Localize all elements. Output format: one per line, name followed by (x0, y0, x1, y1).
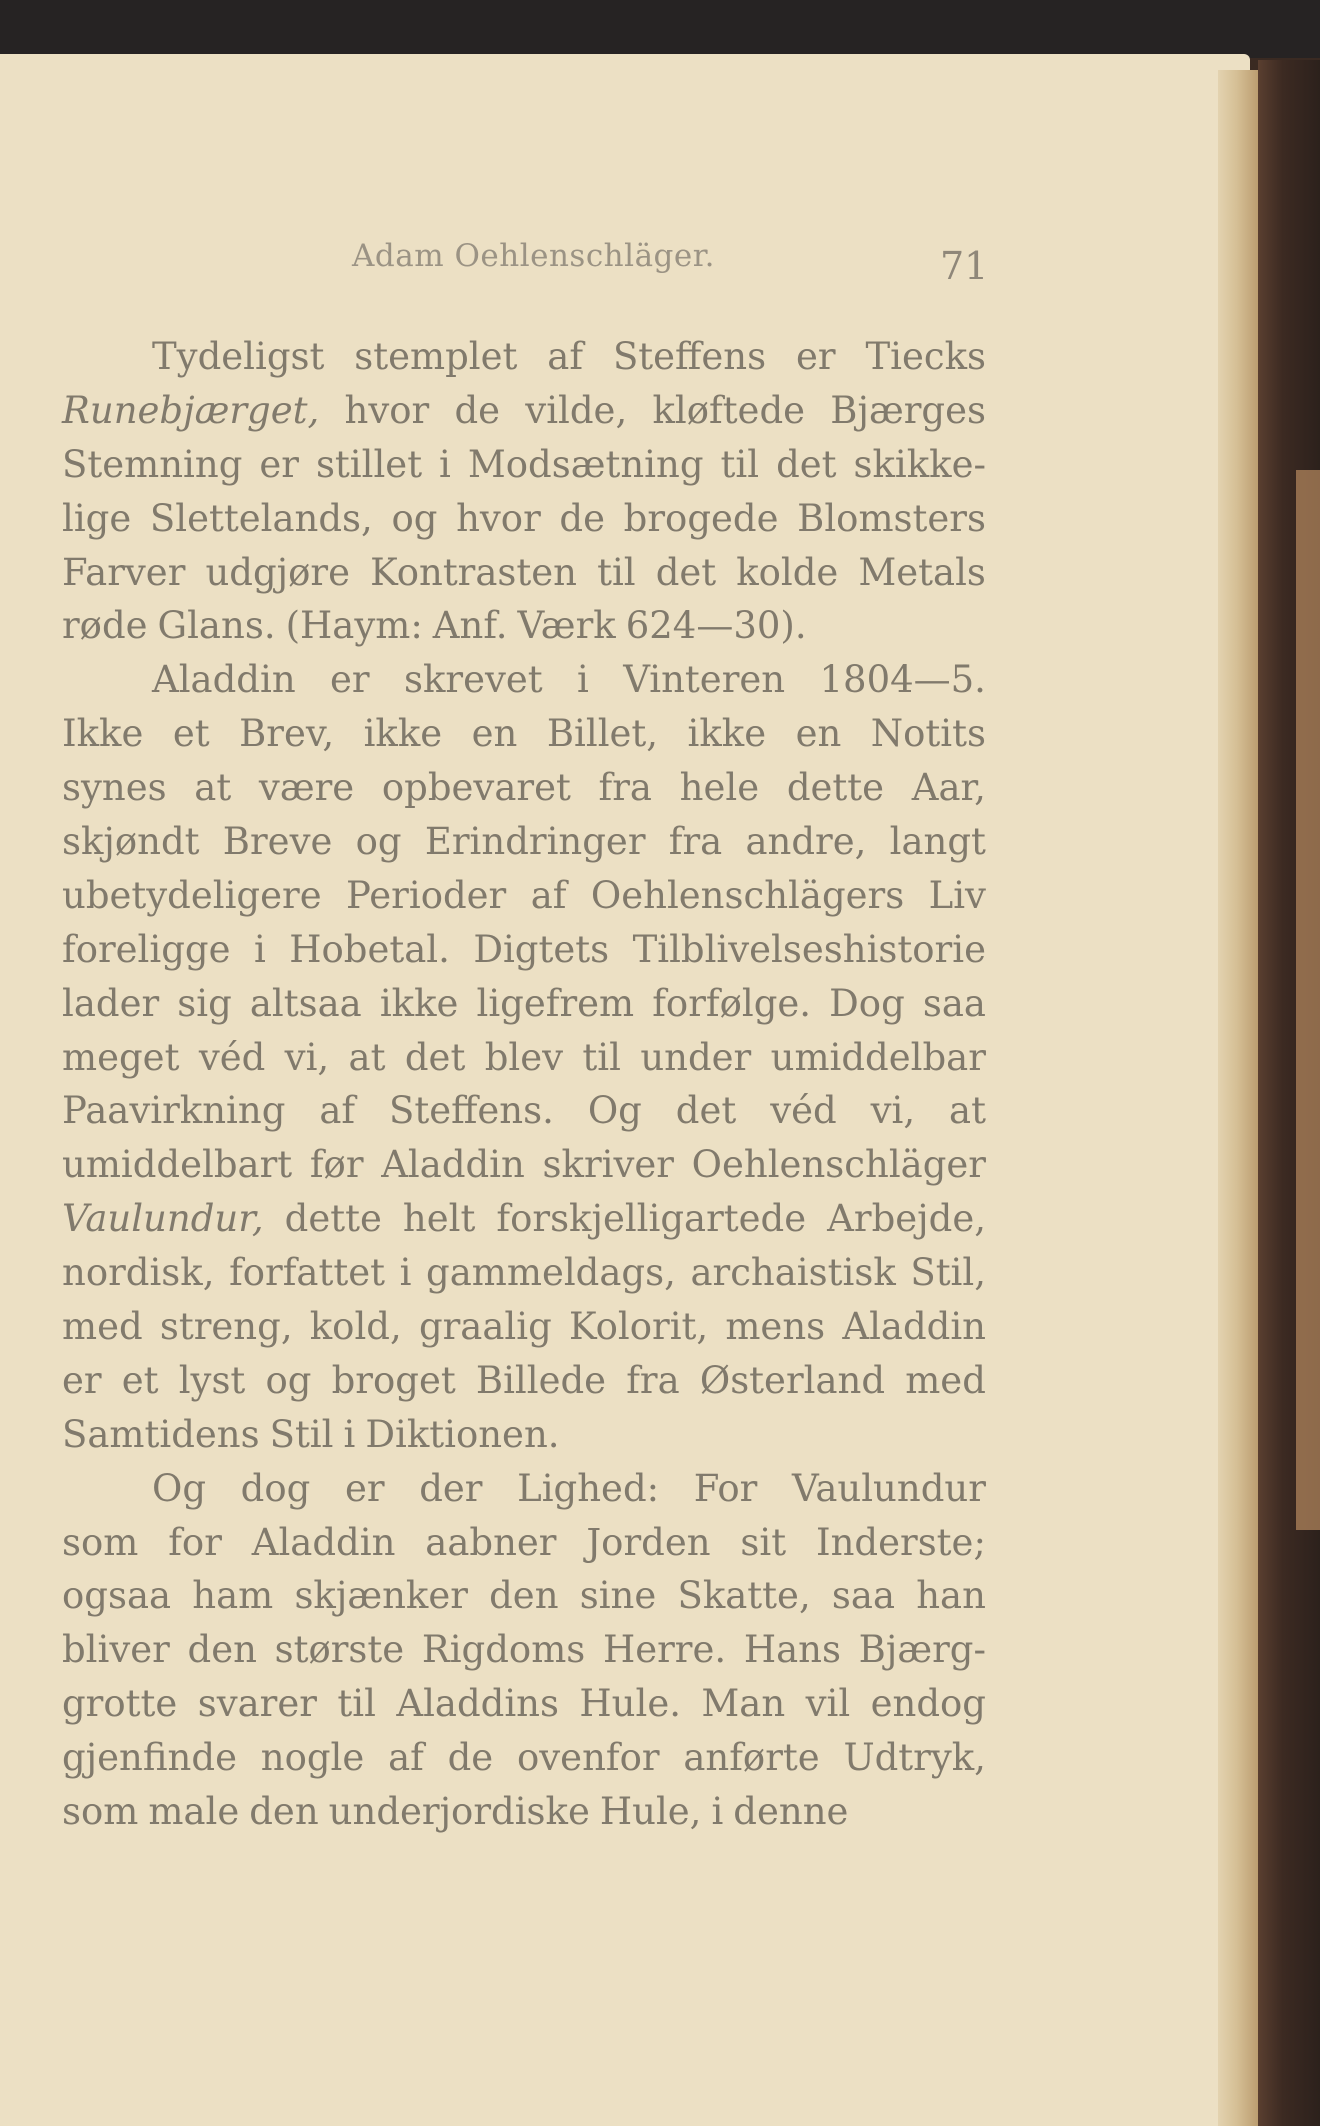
word: skjøndt (62, 820, 200, 864)
word: langt (889, 820, 986, 864)
word: saa (831, 1574, 896, 1618)
word: gammeldags, (426, 1251, 676, 1295)
word: hvor (456, 496, 541, 540)
word: som (62, 1520, 139, 1564)
word: i (399, 1251, 412, 1295)
word: i (711, 1790, 724, 1834)
running-head: Adam Oehlenschläger. (352, 238, 716, 274)
text-line (62, 869, 986, 923)
word: at (949, 1089, 986, 1133)
word: Anf. (432, 604, 508, 648)
word: Tydeligst (152, 335, 325, 378)
word: Hobetal. (289, 927, 450, 971)
word: til (582, 1035, 621, 1079)
word: med (62, 1305, 143, 1349)
word: ovenfor (517, 1736, 660, 1780)
text-line (62, 1300, 986, 1354)
word: Oehlenschlägers (590, 873, 905, 917)
text-line (62, 599, 986, 653)
word: Aladdin (152, 658, 296, 702)
word: vi, (284, 1035, 330, 1079)
word: af (530, 873, 567, 917)
word: der (419, 1466, 483, 1510)
word: mens (725, 1305, 826, 1349)
word: røde (62, 604, 148, 648)
word: er (62, 1358, 102, 1402)
word: de (559, 496, 606, 540)
word: hele (679, 766, 760, 810)
word: Samtidens (62, 1412, 260, 1456)
word-gap (260, 1408, 270, 1462)
word: blev (484, 1035, 564, 1079)
word: grotte (62, 1682, 178, 1726)
text-line (62, 1084, 986, 1138)
word-gap (138, 1785, 148, 1839)
word: Værk (517, 604, 616, 648)
word: (Haym: (285, 604, 423, 648)
word: og (265, 1358, 312, 1402)
text-line (62, 1516, 986, 1570)
word: ikke (687, 712, 767, 756)
text-line (62, 707, 986, 761)
word: for (168, 1520, 222, 1564)
word: sit (740, 1520, 787, 1564)
word-gap (616, 599, 626, 653)
word: en (471, 712, 518, 756)
word: af (547, 335, 584, 378)
word: brogede (623, 496, 779, 540)
word: Inderste; (815, 1520, 986, 1564)
word: andre, (745, 820, 867, 864)
word: Stil (269, 1412, 334, 1456)
text-line (62, 1408, 986, 1462)
text-line (62, 815, 986, 869)
word: lyst (178, 1358, 246, 1402)
word: største (274, 1628, 405, 1672)
word: skjænker (294, 1574, 468, 1618)
word: til (720, 442, 760, 486)
word: Kolorit, (568, 1305, 709, 1349)
text-line (62, 1731, 986, 1785)
word: i (577, 658, 589, 702)
scan-top-border (0, 0, 1320, 58)
word: og (355, 820, 402, 864)
word: at (194, 766, 232, 810)
text-line (62, 1192, 986, 1246)
word: altsaa (249, 981, 362, 1025)
word: 1804—5. (819, 658, 986, 702)
word: anførte (683, 1736, 820, 1780)
word: Bjærges (830, 388, 986, 432)
word: Glans. (157, 604, 276, 648)
word: Udtryk, (843, 1736, 986, 1780)
word: under (640, 1035, 752, 1079)
word-gap (333, 1408, 343, 1462)
word: i (439, 442, 451, 486)
word: Aladdin (251, 1520, 396, 1564)
word: Dog (829, 981, 905, 1025)
word: vil (805, 1682, 851, 1726)
word: et (172, 712, 210, 756)
word: ligefrem (476, 981, 635, 1025)
word: Stil, (910, 1251, 986, 1295)
word: Notits (870, 712, 986, 756)
word: endog (870, 1682, 986, 1726)
word: Jorden (586, 1520, 711, 1564)
word-gap (239, 1785, 249, 1839)
word: dette (786, 766, 885, 810)
word: Aladdin (381, 1143, 525, 1187)
word: Billede (475, 1358, 607, 1402)
word: Hule. (579, 1682, 681, 1726)
word: Runebjærget, (62, 388, 320, 432)
text-line (62, 546, 986, 600)
word: foreligge (62, 927, 231, 971)
word: Erindringer (424, 820, 646, 864)
word: før (309, 1143, 364, 1187)
text-line (62, 438, 986, 492)
text-line (62, 1569, 986, 1623)
word: lige (62, 496, 132, 540)
word: umiddelbart (62, 1143, 293, 1187)
word: de (454, 388, 501, 432)
word: Steffens (612, 335, 767, 378)
word: Modsætning (467, 442, 704, 486)
word-gap (590, 1785, 600, 1839)
word: aabner (425, 1520, 557, 1564)
word: lader (62, 981, 160, 1025)
word: Ikke (62, 712, 144, 756)
word: nogle (260, 1736, 365, 1780)
word: ubetydeligere (62, 873, 322, 917)
word: hvor (344, 388, 430, 432)
word: broget (331, 1358, 456, 1402)
text-line (62, 1246, 986, 1300)
word: stemplet (354, 335, 518, 378)
word: vilde, (525, 388, 628, 432)
word: forfattet (229, 1251, 385, 1295)
text-line (62, 653, 986, 707)
word: graalig (418, 1305, 552, 1349)
word: i (343, 1412, 356, 1456)
word: véd (198, 1035, 266, 1079)
word: være (258, 766, 355, 810)
word: er (259, 442, 299, 486)
word: ham (192, 1574, 274, 1618)
body-text (62, 330, 986, 1839)
word: at (348, 1035, 386, 1079)
word: saa (922, 981, 986, 1025)
word: Tiecks (865, 335, 986, 378)
word: Breve (222, 820, 333, 864)
word: kløftede (652, 388, 806, 432)
word-gap (507, 599, 517, 653)
word: Paavirkning (62, 1089, 286, 1133)
text-line (62, 1785, 986, 1839)
word: ikke (379, 981, 459, 1025)
word-gap (148, 599, 158, 653)
word: streng, (159, 1305, 293, 1349)
word: Brev, (239, 712, 335, 756)
word: male (148, 1790, 240, 1834)
word: Kontrasten (370, 550, 578, 594)
word: ikke (363, 712, 443, 756)
word: Aladdins (396, 1682, 559, 1726)
word: Rigdoms (421, 1628, 586, 1672)
word: Liv (928, 873, 986, 917)
word: Aladdin (842, 1305, 986, 1349)
text-line (62, 330, 986, 384)
word: Oehlenschläger (691, 1143, 986, 1187)
word-gap (276, 599, 286, 653)
word: Farver (62, 550, 186, 594)
word: Slettelands, (149, 496, 373, 540)
word: han (916, 1574, 986, 1618)
text-line (62, 492, 986, 546)
word: Og (152, 1466, 207, 1510)
word: fra (626, 1358, 680, 1402)
word: skriver (542, 1143, 674, 1187)
word-gap (701, 1785, 711, 1839)
word: stillet (315, 442, 423, 486)
word: Vaulundur (792, 1466, 986, 1510)
word: udgjøre (205, 550, 350, 594)
word: Herre. (602, 1628, 727, 1672)
text-line (62, 923, 986, 977)
word: Aar, (911, 766, 986, 810)
word: det (675, 1089, 737, 1133)
word: Vaulundur, (62, 1197, 264, 1241)
word: véd (770, 1089, 837, 1133)
word: Hule, (599, 1790, 702, 1834)
word: det (655, 550, 717, 594)
text-line (62, 1462, 986, 1516)
word: nordisk, (62, 1251, 215, 1295)
word: bliver (62, 1628, 170, 1672)
text-line (62, 1677, 986, 1731)
text-line (62, 977, 986, 1031)
word: Digtets (473, 927, 610, 971)
word: meget (62, 1035, 180, 1079)
word: helt (402, 1197, 476, 1241)
text-line (62, 384, 986, 438)
page-number: 71 (940, 244, 989, 288)
word: er (330, 658, 370, 702)
word: den (489, 1574, 559, 1618)
word: skrevet (403, 658, 543, 702)
word: den (187, 1628, 257, 1672)
word: til (597, 550, 636, 594)
word: Man (701, 1682, 786, 1726)
word: Diktionen. (365, 1412, 560, 1456)
word: dette (284, 1197, 382, 1241)
word: Stemning (62, 442, 243, 486)
word: Hans (743, 1628, 841, 1672)
text-line (62, 761, 986, 815)
word: en (795, 712, 842, 756)
word: Skatte, (677, 1574, 811, 1618)
word: Blomsters (797, 496, 986, 540)
word: underjordiske (328, 1790, 590, 1834)
word: fra (668, 820, 723, 864)
word: ogsaa (62, 1574, 172, 1618)
word: af (388, 1736, 424, 1780)
word: Perioder (346, 873, 507, 917)
word: fra (598, 766, 652, 810)
word-gap (319, 1785, 329, 1839)
word: Arbejde, (827, 1197, 986, 1241)
word: forfølge. (652, 981, 812, 1025)
text-line (62, 1138, 986, 1192)
word: opbevaret (381, 766, 571, 810)
word: i (253, 927, 266, 971)
word: og (391, 496, 438, 540)
word-gap (423, 599, 433, 653)
word: et (121, 1358, 159, 1402)
word: synes (62, 766, 167, 810)
text-line (62, 1031, 986, 1085)
word: af (319, 1089, 356, 1133)
word: som (62, 1790, 139, 1834)
text-line (62, 1623, 986, 1677)
word: Lighed: (517, 1466, 660, 1510)
word: Billet, (546, 712, 659, 756)
word: sig (177, 981, 232, 1025)
word: til (337, 1682, 376, 1726)
word: vi, (870, 1089, 916, 1133)
word: kolde (736, 550, 839, 594)
word: dog (240, 1466, 311, 1510)
word: svarer (197, 1682, 317, 1726)
word: Metals (858, 550, 986, 594)
word: gjenfinde (62, 1736, 237, 1780)
word: skikke- (853, 442, 986, 486)
word: de (447, 1736, 494, 1780)
page-edges (1218, 70, 1260, 2126)
word: For (693, 1466, 758, 1510)
spine-highlight (1296, 470, 1320, 1530)
word: kold, (309, 1305, 402, 1349)
word: forskjelligartede (496, 1197, 807, 1241)
word: Steffens. (389, 1089, 554, 1133)
word: denne (733, 1790, 849, 1834)
word: Tilblivelseshistorie (632, 927, 986, 971)
word: Bjærg- (858, 1628, 986, 1672)
word: er (344, 1466, 385, 1510)
text-line (62, 1354, 986, 1408)
word: det (404, 1035, 466, 1079)
word-gap (355, 1408, 365, 1462)
word: umiddelbar (770, 1035, 986, 1079)
word: den (249, 1790, 319, 1834)
word: er (795, 335, 836, 378)
word: Vinteren (623, 658, 786, 702)
word: archaistisk (690, 1251, 896, 1295)
word: 624—30). (625, 604, 807, 648)
word: det (776, 442, 837, 486)
word: Østerland (699, 1358, 886, 1402)
word-gap (723, 1785, 733, 1839)
word: med (905, 1358, 986, 1402)
word: Og (587, 1089, 642, 1133)
word: sine (579, 1574, 657, 1618)
